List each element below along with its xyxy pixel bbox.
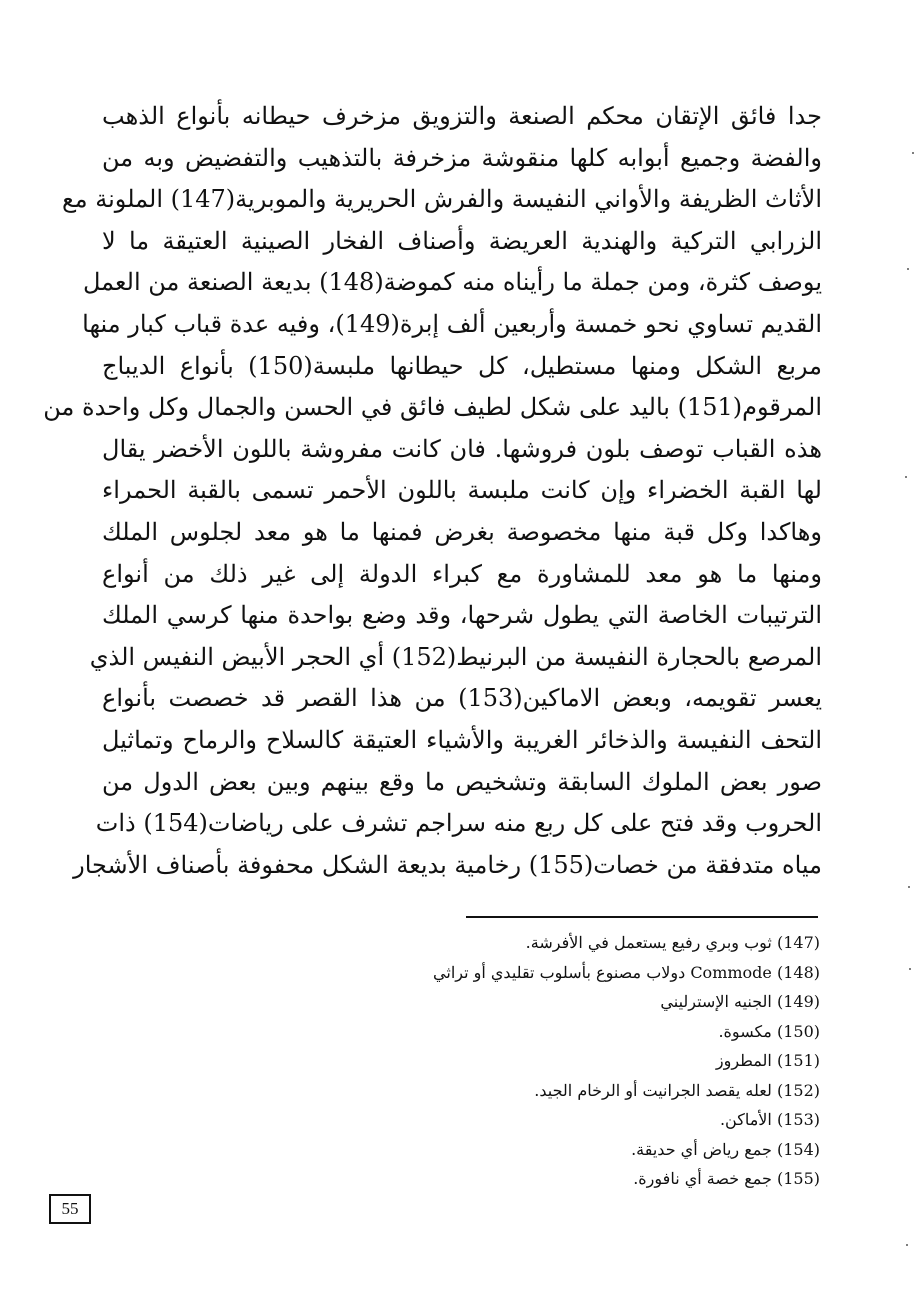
text-line: القديم تساوي نحو خمسة وأربعين ألف إبرة(149)، وفيه عدة قباب كبار منها bbox=[82, 309, 822, 338]
footnote: (147) ثوب وبري رفيع يستعمل في الأفرشة. bbox=[525, 933, 820, 952]
scan-speck bbox=[905, 476, 907, 478]
footnote: (151) المطروز bbox=[715, 1051, 820, 1070]
text-line: وهاكدا وكل قبة منها مخصوصة بغرض فمنها ما هو معد لجلوس الملك bbox=[102, 517, 822, 546]
text-line: مربع الشكل ومنها مستطيل، كل حيطانها ملبسة(150) بأنواع الديباج bbox=[102, 351, 823, 380]
text-line: التحف النفيسة والذخائر الغريبة والأشياء العتيقة كالسلاح والرماح وتماثيل bbox=[102, 725, 822, 754]
footnote: (155) جمع خصة أي نافورة. bbox=[633, 1169, 820, 1188]
text-line: جدا فائق الإتقان محكم الصنعة والتزويق مزخرف حيطانه بأنواع الذهب bbox=[102, 102, 822, 130]
scan-speck bbox=[909, 968, 911, 970]
text-line: الترتيبات الخاصة التي يطول شرحها، وقد وضع بواحدة منها كرسي الملك bbox=[102, 601, 822, 630]
text-line: والفضة وجميع أبوابه كلها منقوشة مزخرفة بالتذهيب والتفضيض وبه من bbox=[102, 143, 822, 172]
page-number: 55 bbox=[49, 1194, 91, 1224]
body-text bbox=[43, 96, 823, 886]
footnote: (154) جمع رياض أي حديقة. bbox=[631, 1139, 820, 1159]
text-line: لها القبة الخضراء وإن كانت ملبسة باللون الأحمر تسمى بالقبة الحمراء bbox=[102, 476, 822, 505]
text-line: الحروب وقد فتح على كل ربع منه سراجم تشرف على رياضات(154) ذات bbox=[95, 809, 822, 838]
footnote-divider bbox=[466, 916, 818, 918]
footnote: (153) الأماكن. bbox=[719, 1110, 820, 1129]
footnotes bbox=[360, 928, 820, 1194]
scan-speck bbox=[906, 1244, 908, 1246]
footnote: (152) لعله يقصد الجرانيت أو الرخام الجيد. bbox=[534, 1080, 820, 1100]
text-line: ومنها ما هو معد للمشاورة مع كبراء الدولة إلى غير ذلك من أنواع bbox=[102, 559, 822, 588]
text-line: هذه القباب توصف بلون فروشها. فان كانت مفروشة باللون الأخضر يقال bbox=[102, 434, 822, 463]
footnote: (150) مكسوة. bbox=[718, 1021, 820, 1041]
text-line: يعسر تقويمه، وبعض الاماكين(153) من هذا القصر قد خصصت بأنواع bbox=[102, 684, 823, 713]
text-line: صور بعض الملوك السابقة وتشخيص ما وقع بينهم وبين بعض الدول من bbox=[102, 767, 822, 796]
scan-speck bbox=[907, 268, 909, 270]
footnote: (148) Commode دولاب مصنوع بأسلوب تقليدي أو تراثي bbox=[433, 962, 820, 982]
text-line: مياه متدفقة من خصات(155) رخامية بديعة الشكل محفوفة بأصناف الأشجار bbox=[73, 850, 822, 879]
text-line: الزرابي التركية والهندية العريضة وأصناف الفخار الصينية العتيقة ما لا bbox=[102, 226, 822, 255]
text-line: يوصف كثرة، ومن جملة ما رأيناه منه كموضة(148) بديعة الصنعة من العمل bbox=[83, 268, 822, 297]
footnote: (149) الجنيه الإسترليني bbox=[660, 992, 820, 1011]
scan-speck bbox=[908, 886, 910, 888]
text-line: المرقوم(151) باليد على شكل لطيف فائق في الحسن والجمال وكل واحدة من bbox=[43, 393, 822, 422]
text-line: المرصع بالحجارة النفيسة من البرنيط(152) أي الحجر الأبيض النفيس الذي bbox=[89, 642, 822, 671]
text-line: الأثاث الظريفة والأواني النفيسة والفرش الحريرية والموبرية(147) الملونة مع bbox=[61, 185, 822, 214]
scan-speck bbox=[912, 152, 914, 154]
